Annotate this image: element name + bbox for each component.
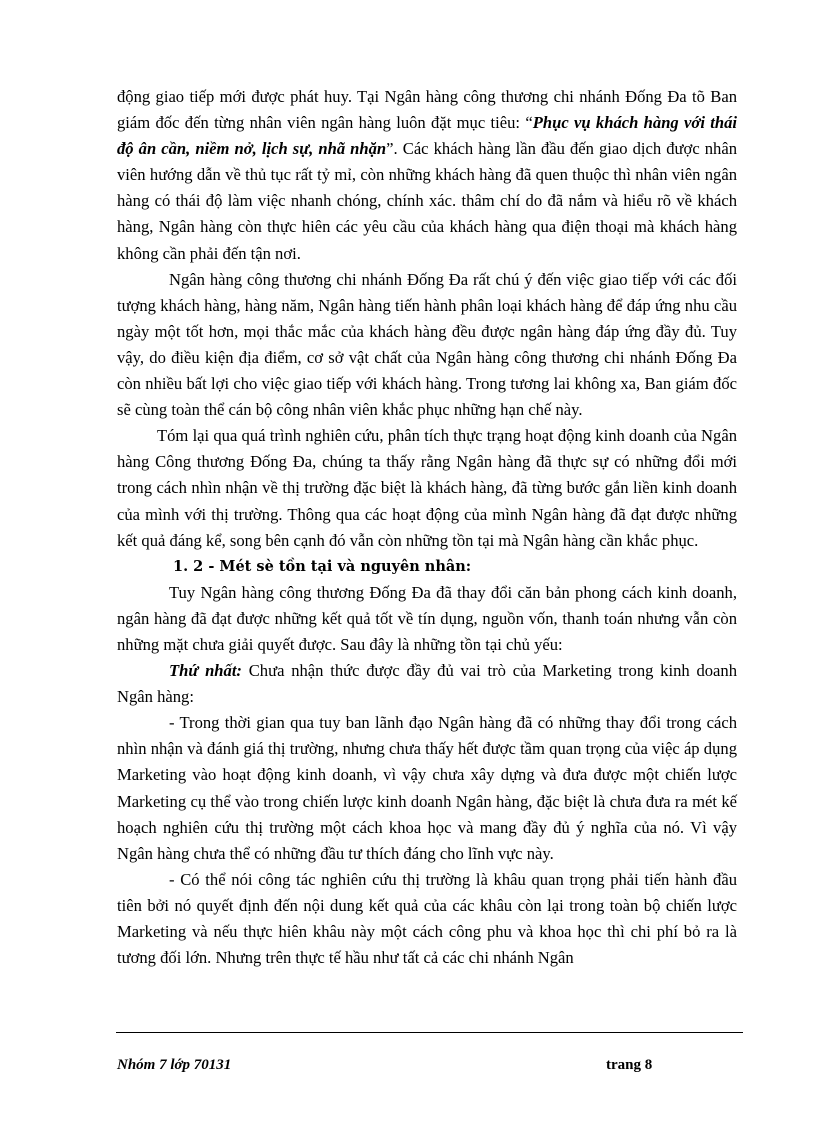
paragraph-customer-service-end: ”. Các khách hàng lần đầu đến giao dịch được nhân viên hướng dẫn về thủ tục rất tỷ mỉ, còn những khách hàng đã quen thuộc thì nhân viên ngân hàng có thái độ làm việc nhanh chóng, chính xác. thâm chí do đã nắm và hiểu rõ về khách hàng, Ngân hàng còn thực hiên các yêu cầu của khách hàng qua điện thoại mà khách hàng không cần phải đến tận nơi.	[117, 139, 738, 263]
paragraph-shortcomings-intro: Tuy Ngân hàng công thương Đống Đa đã thay đổi căn bản phong cách kinh doanh, ngân hàng đã đạt được những kết quả tốt về tín dụng, nguồn vốn, thanh toán nhưng vẫn còn những mặt chưa giải quyết được. Sau đây là những tồn tại chủ yếu:	[117, 582, 737, 654]
paragraph-marketing-awareness: - Trong thời gian qua tuy ban lãnh đạo Ngân hàng đã có những thay đổi trong cách nhìn nhận và đánh giá thị trường, nhưng chưa thấy hết được tầm quan trọng của việc áp dụng Marketing vào hoạt động kinh doanh, vì vậy chưa xây dựng và đưa được một chiến lược Marketing cụ thể vào trong chiến lược kinh doanh Ngân hàng, đặc biệt là chưa đưa ra mét kế hoạch nghiên cứu thị trường một cách khoa học và mang đầy đủ ý nghĩa của nó. Vì vậy Ngân hàng chưa thể có những đầu tư thích đáng cho lĩnh vực này.	[117, 713, 737, 863]
paragraph-first-issue	[117, 658, 737, 710]
section-heading: 1. 2 - Mét sè tồn tại và nguyên nhân:	[173, 557, 472, 575]
footer-divider	[116, 1032, 743, 1033]
page-number: trang 8	[606, 1057, 653, 1073]
paragraph-communication: Ngân hàng công thương chi nhánh Đống Đa rất chú ý đến việc giao tiếp với các đối tượng khách hàng, hàng năm, Ngân hàng tiến hành phân loại khách hàng để đáp ứng nhu cầu ngày một tốt hơn, mọi thắc mắc của khách hàng đều được ngân hàng đáp ứng đầy đủ. Tuy vậy, do điều kiện địa điểm, cơ sở vật chất của Ngân hàng công thương chi nhánh Đống Đa còn nhiều bất lợi cho việc giao tiếp với khách hàng. Trong tương lai không xa, Ban giám đốc sẽ cùng toàn thể cán bộ công nhân viên khắc phục những hạn chế này.	[117, 269, 737, 420]
footer-group-label: Nhóm 7 lớp 70131	[117, 1057, 232, 1073]
body-text	[117, 84, 737, 971]
first-issue-text: Chưa nhận thức được đầy đủ vai trò của Marketing trong kinh doanh Ngân hàng:	[117, 661, 737, 707]
service-motto: Phục vụ khách hàng với thái độ ân cần, niềm nở, lịch sự, nhã nhặn	[117, 113, 737, 159]
paragraph-customer-service-start: động giao tiếp mới được phát huy. Tại Ngân hàng công thương chi nhánh Đống Đa tõ Ban giám đốc đến từng nhân viên ngân hàng luôn đặt mục tiêu: “	[117, 87, 737, 133]
first-issue-label: Thứ nhất:	[169, 661, 242, 681]
paragraph-market-research: - Có thể nói công tác nghiên cứu thị trường là khâu quan trọng phải tiến hành đầu tiên bởi nó quyết định đến nội dung kết quả của các khâu còn lại trong toàn bộ chiến lược Marketing và nếu thực hiên khâu này một cách công phu và khoa học thì chi phí bỏ ra là tương đối lớn. Nhưng trên thực tế hầu như tất cả các chi nhánh Ngân	[117, 869, 737, 968]
paragraph-summary: Tóm lại qua quá trình nghiên cứu, phân tích thực trạng hoạt động kinh doanh của Ngân hàng Công thương Đống Đa, chúng ta thấy rằng Ngân hàng đã thực sự có những đổi mới trong cách nhìn nhận về thị trường đặc biệt là khách hàng, đã từng bước gắn liền kinh doanh của mình với thị trường. Thông qua các hoạt động của mình Ngân hàng đã đạt được những kết quả đáng kể, song bên cạnh đó vẫn còn những tồn tại mà Ngân hàng cần khắc phục.	[117, 426, 737, 550]
paragraph-customer-service	[117, 84, 737, 267]
